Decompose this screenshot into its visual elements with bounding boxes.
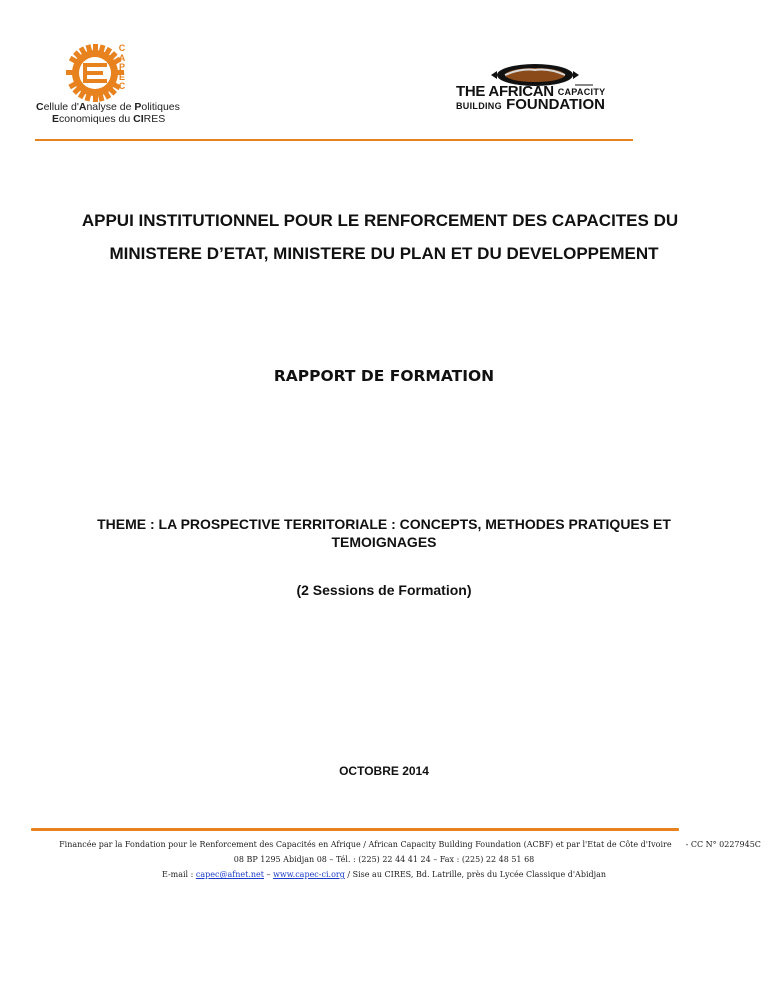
footer-rule — [31, 828, 679, 831]
website-link[interactable]: www.capec-ci.org — [273, 870, 345, 879]
capec-caption-line2: Economiques du CIRES — [52, 113, 166, 125]
email-link[interactable]: capec@afnet.net — [195, 870, 264, 879]
theme-line2: TEMOIGNAGES — [331, 534, 437, 550]
theme-line1: THEME : LA PROSPECTIVE TERRITORIALE : CONCEPTS, METHODES PRATIQUES ET — [97, 516, 671, 532]
header-rule — [35, 139, 633, 141]
capec-letter: A — [118, 52, 126, 63]
footer-address: / Sise au CIRES, Bd. Latrille, près du Lycée Classique d'Abidjan — [344, 870, 607, 879]
footer-funding-line: Financée par la Fondation pour le Renforcement des Capacités en Afrique / African Capacity Building Foundation (ACBF) et par l'Etat de Côte d'Ivoire - CC N° 0227945C — [59, 840, 761, 849]
footer-contact-line: 08 BP 1295 Abidjan 08 – Tél. : (225) 22 44 41 24 – Fax : (225) 22 48 51 68 — [233, 855, 535, 864]
footer-email-line: E-mail : capec@afnet.net – www.capec-ci.org / Sise au CIRES, Bd. Latrille, près du Lycée Classique d'Abidjan — [161, 870, 607, 879]
title-line2: MINISTERE D’ETAT, MINISTERE DU PLAN ET DU DEVELOPPEMENT — [109, 244, 659, 263]
theme — [0, 515, 768, 551]
capec-caption-line1: Cellule d'Analyse de Politiques — [36, 101, 180, 113]
report-title: RAPPORT DE FORMATION — [273, 367, 495, 385]
capec-letter: P — [118, 62, 125, 73]
capec-letter: E — [118, 71, 125, 82]
capec-letter: C — [118, 81, 126, 92]
report-date: OCTOBRE 2014 — [339, 764, 429, 778]
acbf-line1: THE AFRICAN CAPACITY — [456, 83, 606, 100]
footer — [0, 837, 768, 882]
sessions-note: (2 Sessions de Formation) — [296, 582, 472, 598]
acbf-line2: BUILDING FOUNDATION — [456, 96, 605, 113]
capec-vertical-letters — [117, 44, 127, 92]
capec-caption — [36, 101, 180, 125]
capec-logo — [66, 44, 124, 102]
footer-cc-number: - CC N° 0227945C — [685, 840, 761, 849]
title-line1: APPUI INSTITUTIONNEL POUR LE RENFORCEMENT DES CAPACITES DU — [81, 211, 679, 230]
document-title — [0, 204, 768, 270]
capec-letter: C — [118, 43, 126, 53]
